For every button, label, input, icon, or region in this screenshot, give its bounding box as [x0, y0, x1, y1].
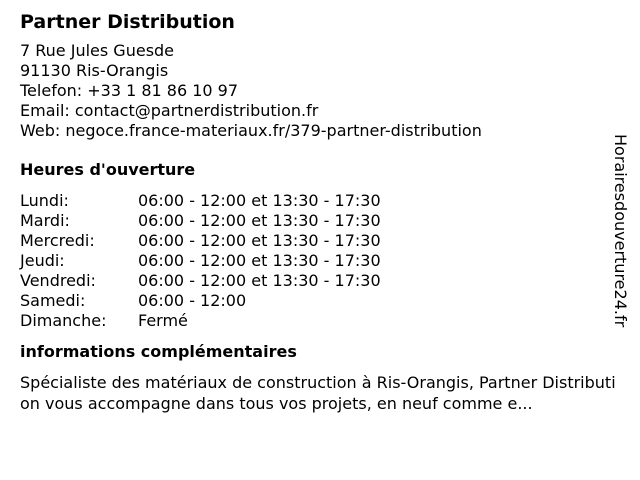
hours-time: 06:00 - 12:00 et 13:30 - 17:30 — [138, 231, 381, 250]
phone-number: Telefon: +33 1 81 86 10 97 — [20, 81, 239, 100]
hours-row-samedi — [20, 291, 610, 311]
hours-time: 06:00 - 12:00 et 13:30 - 17:30 — [138, 191, 381, 210]
info-description: Spécialiste des matériaux de construction à Ris-Orangis, Partner Distribution vous accompagne dans tous vos projets, en neuf comme e... — [20, 373, 616, 413]
hours-time: 06:00 - 12:00 et 13:30 - 17:30 — [138, 251, 381, 270]
address-street: 7 Rue Jules Guesde — [20, 41, 175, 60]
hours-row-mardi — [20, 211, 610, 231]
hours-heading: Heures d'ouverture — [20, 160, 196, 179]
hours-time: 06:00 - 12:00 — [138, 291, 247, 310]
hours-row-dimanche — [20, 311, 610, 331]
hours-row-vendredi — [20, 271, 610, 291]
hours-day: Samedi: — [20, 291, 86, 310]
hours-day: Lundi: — [20, 191, 69, 210]
business-name: Partner Distribution — [20, 11, 235, 33]
hours-day: Mercredi: — [20, 231, 95, 250]
hours-row-mercredi — [20, 231, 610, 251]
hours-day: Mardi: — [20, 211, 70, 230]
info-heading: informations complémentaires — [20, 342, 297, 361]
hours-time: Fermé — [138, 311, 188, 330]
website: Web: negoce.france-materiaux.fr/379-partner-distribution — [20, 121, 482, 140]
business-card — [20, 10, 616, 414]
hours-day: Dimanche: — [20, 311, 107, 330]
hours-day: Vendredi: — [20, 271, 96, 290]
hours-day: Jeudi: — [20, 251, 65, 270]
watermark-text: Horairesdouverture24.fr — [611, 134, 630, 328]
hours-time: 06:00 - 12:00 et 13:30 - 17:30 — [138, 271, 381, 290]
email-address: Email: contact@partnerdistribution.fr — [20, 101, 319, 120]
hours-row-lundi — [20, 191, 610, 211]
hours-time: 06:00 - 12:00 et 13:30 - 17:30 — [138, 211, 381, 230]
address-city: 91130 Ris-Orangis — [20, 61, 169, 80]
hours-row-jeudi — [20, 251, 610, 271]
hours-table — [20, 191, 610, 331]
